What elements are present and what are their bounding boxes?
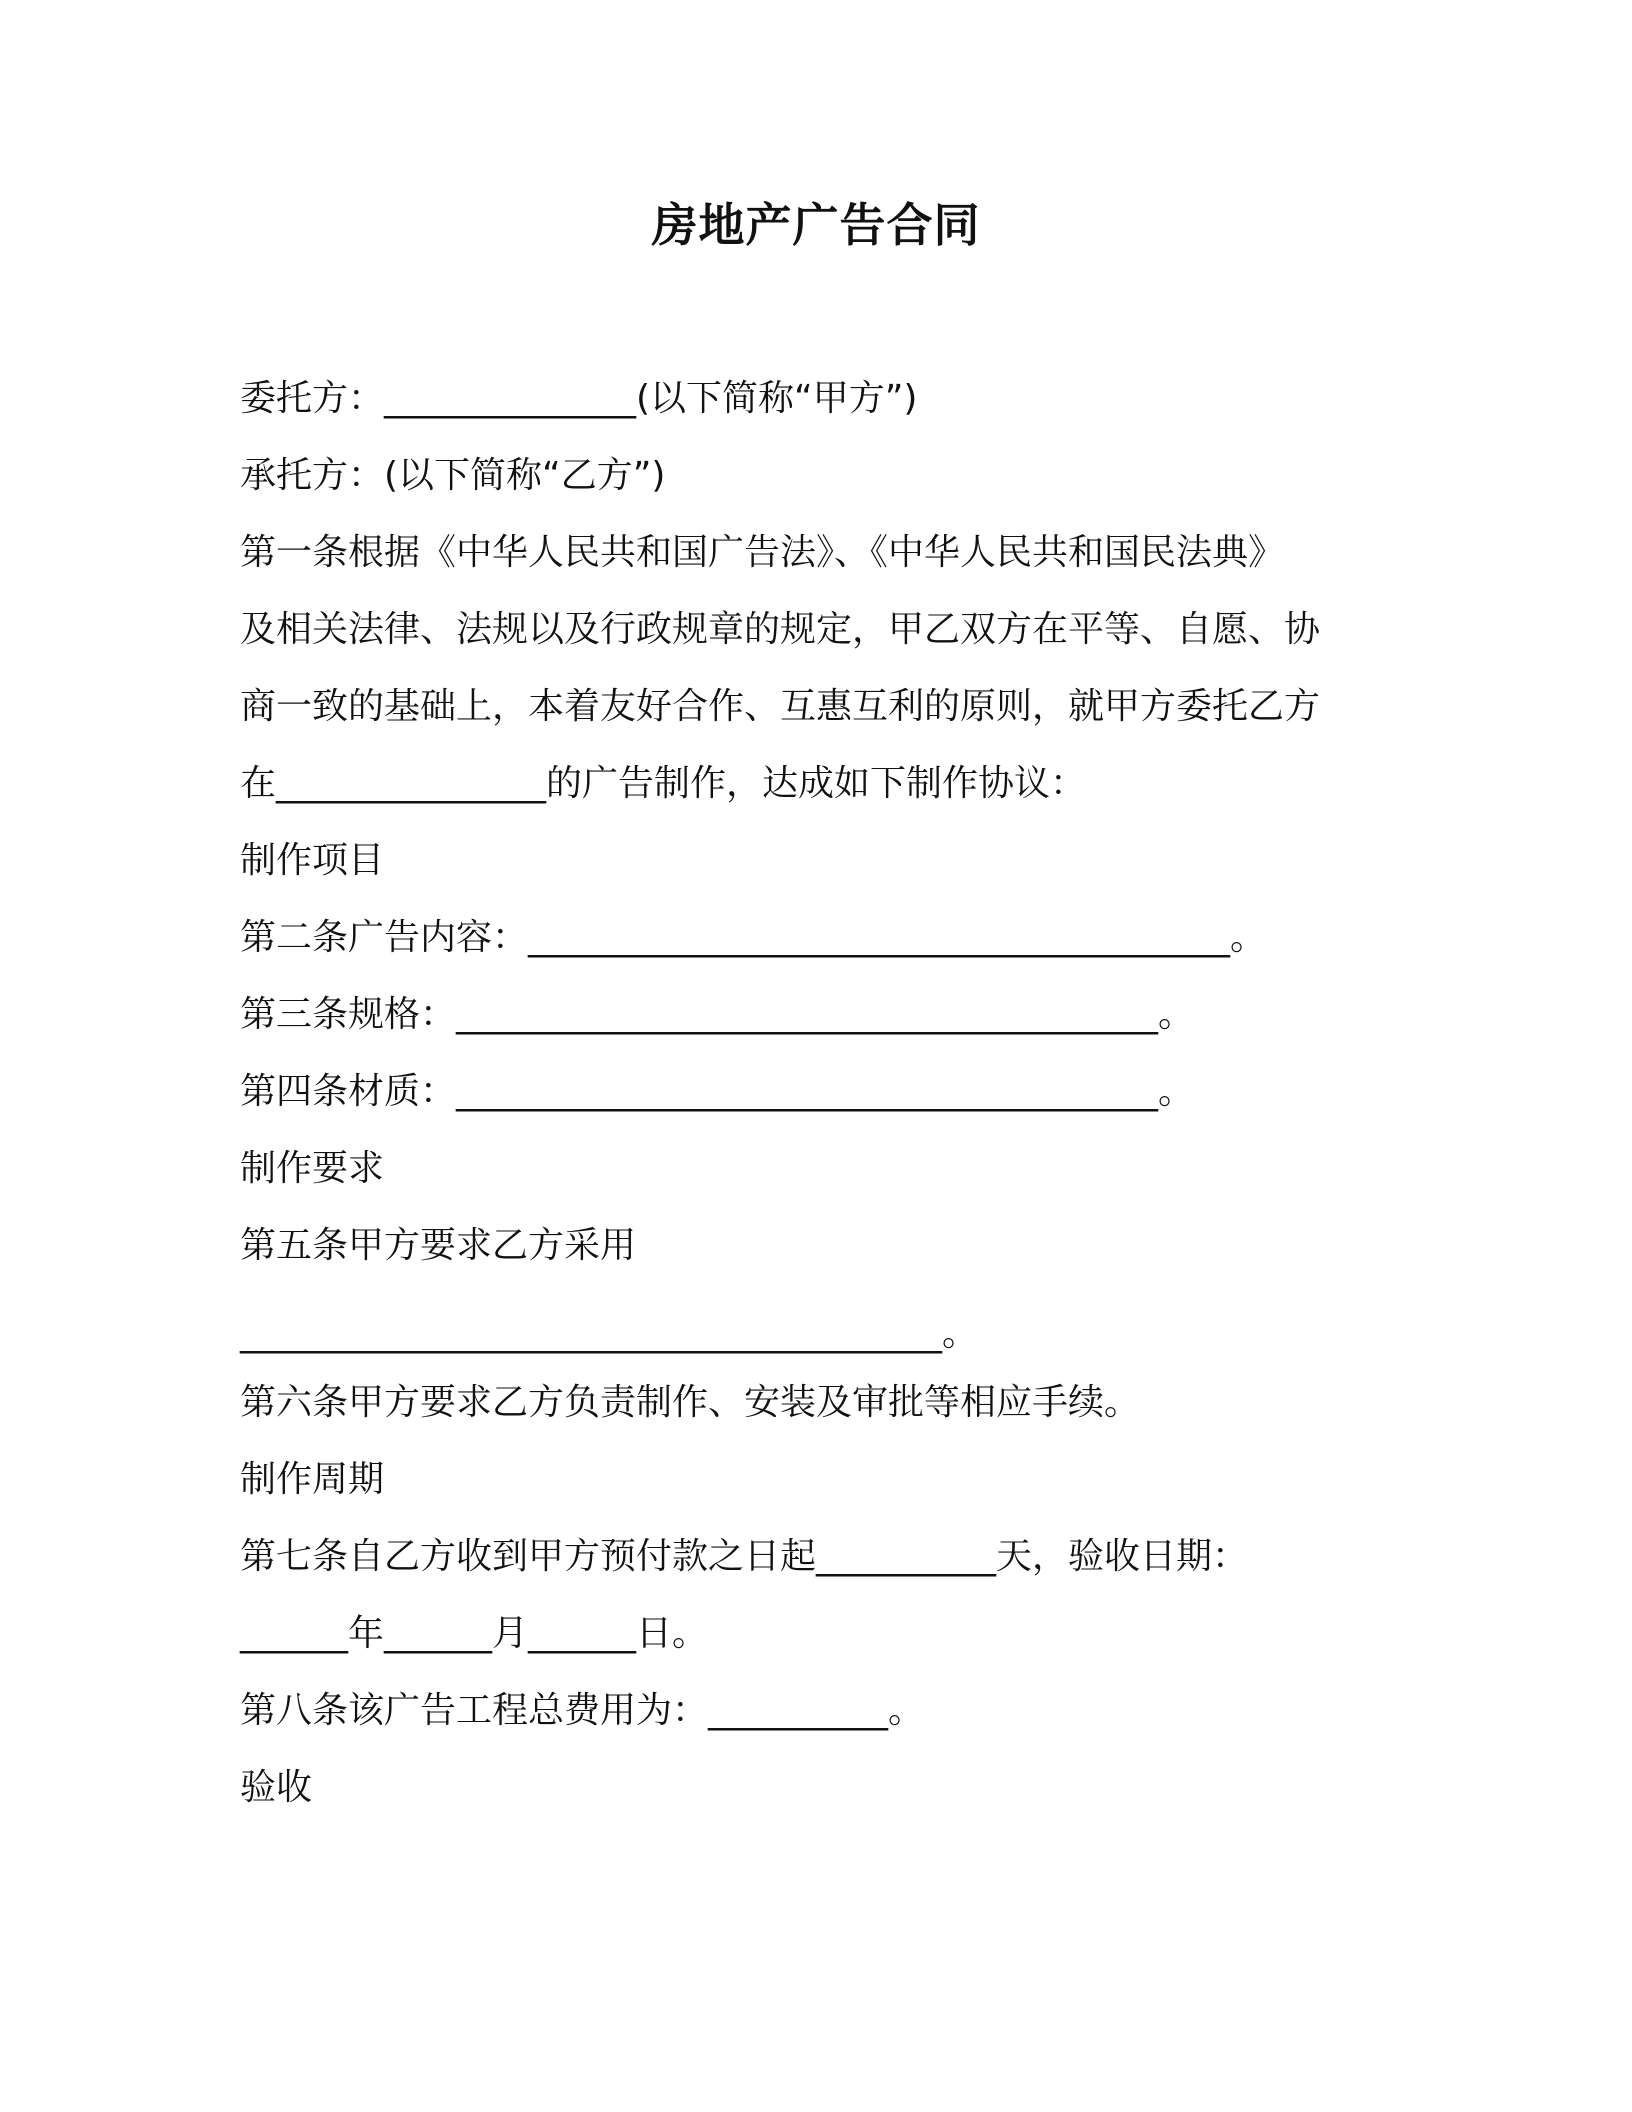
clause-1-line-3: 商一致的基础上，本着友好合作、互惠互利的原则，就甲方委托乙方: [240, 686, 1321, 727]
clause-6: 第六条甲方要求乙方负责制作、安装及审批等相应手续。: [240, 1382, 1141, 1423]
clause-client: 委托方：______________(以下简称“甲方”): [240, 378, 918, 419]
section-heading-acceptance: 验收: [240, 1767, 313, 1808]
clause-contractor: 承托方：(以下简称“乙方”): [240, 455, 666, 496]
clause-1-line-2: 及相关法律、法规以及行政规章的规定，甲乙双方在平等、自愿、协: [240, 609, 1321, 650]
clause-7-line-2: ______年______月______日。: [240, 1613, 709, 1654]
clause-2: 第二条广告内容：_______________________________________。: [240, 917, 1267, 958]
clause-8: 第八条该广告工程总费用为：__________。: [240, 1690, 925, 1731]
clause-7-line-1: 第七条自乙方收到甲方预付款之日起__________天，验收日期：: [240, 1536, 1249, 1577]
clause-3: 第三条规格：_______________________________________。: [240, 994, 1195, 1035]
clause-1-line-1: 第一条根据《中华人民共和国广告法》、《中华人民共和国民法典》: [240, 532, 1285, 573]
clause-1-line-4: 在_______________的广告制作，达成如下制作协议：: [240, 763, 1087, 804]
section-heading-production-requirements: 制作要求: [240, 1148, 385, 1189]
document-body: [240, 360, 1400, 1826]
clause-4: 第四条材质：_______________________________________。: [240, 1071, 1195, 1112]
section-heading-production-items: 制作项目: [240, 840, 385, 881]
document-title: 房地产广告合同: [651, 198, 981, 252]
section-heading-production-period: 制作周期: [240, 1459, 385, 1500]
clause-5-line-1: 第五条甲方要求乙方采用: [240, 1225, 637, 1266]
clause-5-line-2: _______________________________________。: [240, 1313, 978, 1354]
